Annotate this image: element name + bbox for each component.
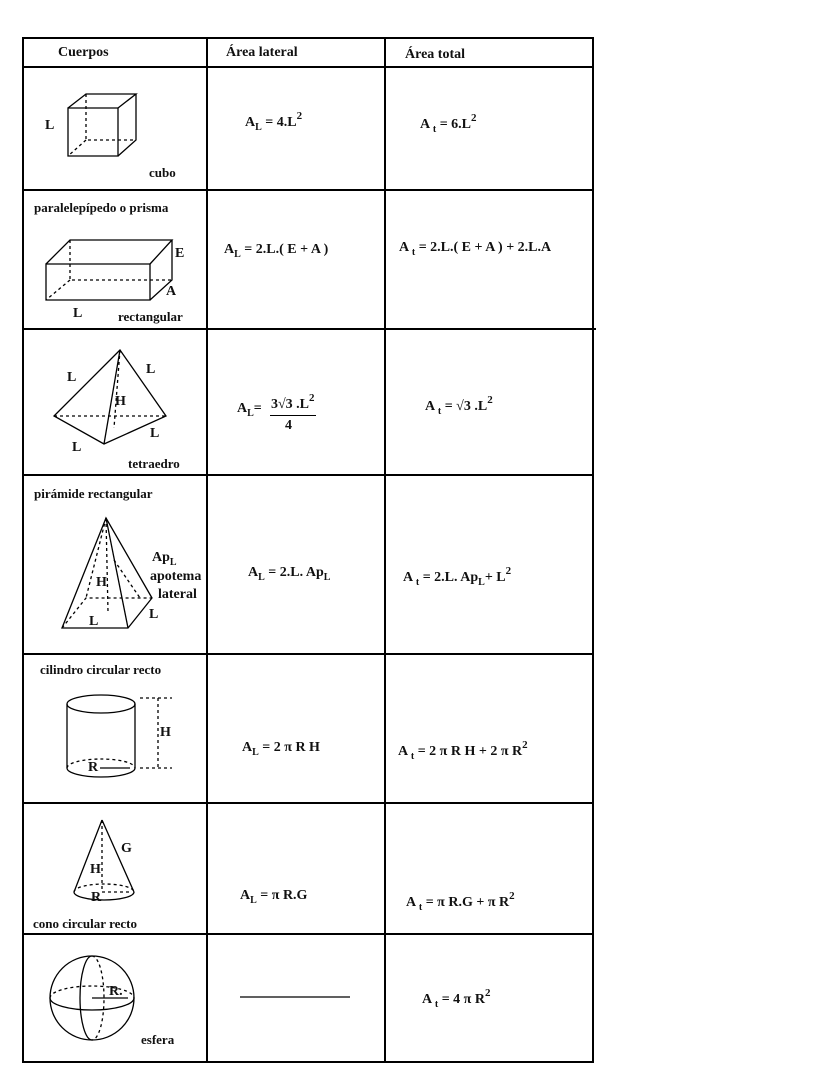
cylinder-lateral-formula: $A_L = 2$ π R H (242, 740, 320, 758)
prism-drawing (46, 240, 172, 300)
tetra-total-formula: A $_t$ = √3 $.L^2$ (425, 394, 493, 417)
cube-total-formula: A $_t = 6.L^2$ (420, 112, 477, 135)
cone-drawing (74, 820, 134, 900)
cone-label-h: H (90, 862, 101, 877)
tetra-lateral-denominator: 4 (285, 418, 292, 433)
cone-total-formula: A $_t$ = π R.G + π $R^2$ (406, 890, 515, 913)
cylinder-name: cilindro circular recto (40, 662, 162, 677)
header-cuerpos: Cuerpos (58, 45, 109, 60)
pyramid-label-l1: L (89, 614, 99, 629)
tetra-label-l3: L (150, 426, 160, 441)
tetra-lateral-lhs: $A_L=$ (237, 401, 262, 419)
cylinder-label-h: H (160, 725, 171, 740)
cube-side-label: L (45, 118, 55, 133)
tetra-lateral-numerator: 3√3 $.L^2$ (270, 390, 316, 416)
tetra-name: tetraedro (128, 456, 180, 471)
prism-length-label: L (73, 306, 83, 321)
sphere-label-r: R. (109, 984, 123, 999)
cube-name: cubo (149, 165, 176, 180)
header-area-total: Área total (405, 47, 465, 62)
sphere-total-formula: A $_t$ = 4 π $R^2$ (422, 987, 491, 1010)
cone-lateral-formula: $A_L = \pi$ R.G (240, 888, 308, 906)
pyramid-label-h: H (96, 575, 107, 590)
cube-drawing (68, 94, 136, 156)
tetra-label-l2: L (146, 362, 156, 377)
cylinder-label-r: R (88, 760, 99, 775)
cone-name: cono circular recto (33, 916, 137, 931)
sphere-name: esfera (141, 1032, 175, 1047)
cylinder-total-formula: A $_t$ = 2 π R H + 2 π $R^2$ (398, 739, 528, 762)
prism-name-bottom: rectangular (118, 309, 183, 324)
pyramid-name: pirámide rectangular (34, 486, 153, 501)
prism-width-label: A (166, 284, 177, 299)
cylinder-drawing (67, 695, 172, 777)
pyramid-label-l2: L (149, 607, 159, 622)
header-area-lateral: Área lateral (226, 45, 298, 60)
cube-lateral-formula: $A_L = 4.L^2$ (245, 110, 303, 133)
pyramid-lateral-formula: $A_L = 2.L$. $Ap_L$ (248, 565, 331, 583)
prism-total-formula: A $_t$ = 2.L.( E + A ) + 2.L.A (399, 240, 552, 258)
pyramid-apotema-word: apotema (150, 569, 202, 584)
prism-name-top: paralelepípedo o prisma (34, 200, 169, 215)
prism-height-label: E (175, 246, 185, 261)
tetra-label-h: H (115, 394, 126, 409)
tetra-label-l1: L (67, 370, 77, 385)
pyramid-apothem-label: $Ap_L$ (152, 550, 177, 568)
pyramid-drawing (62, 518, 152, 628)
pyramid-total-formula: A $_t$ = 2.L. $Ap_L+ L^2$ (403, 565, 512, 588)
tetra-label-l4: L (72, 440, 82, 455)
pyramid-lateral-word: lateral (158, 587, 197, 602)
prism-lateral-formula: $A_L = 2.L$.( E + A ) (224, 242, 329, 260)
cone-label-g: G (121, 841, 132, 856)
cone-label-r: R (91, 890, 102, 905)
